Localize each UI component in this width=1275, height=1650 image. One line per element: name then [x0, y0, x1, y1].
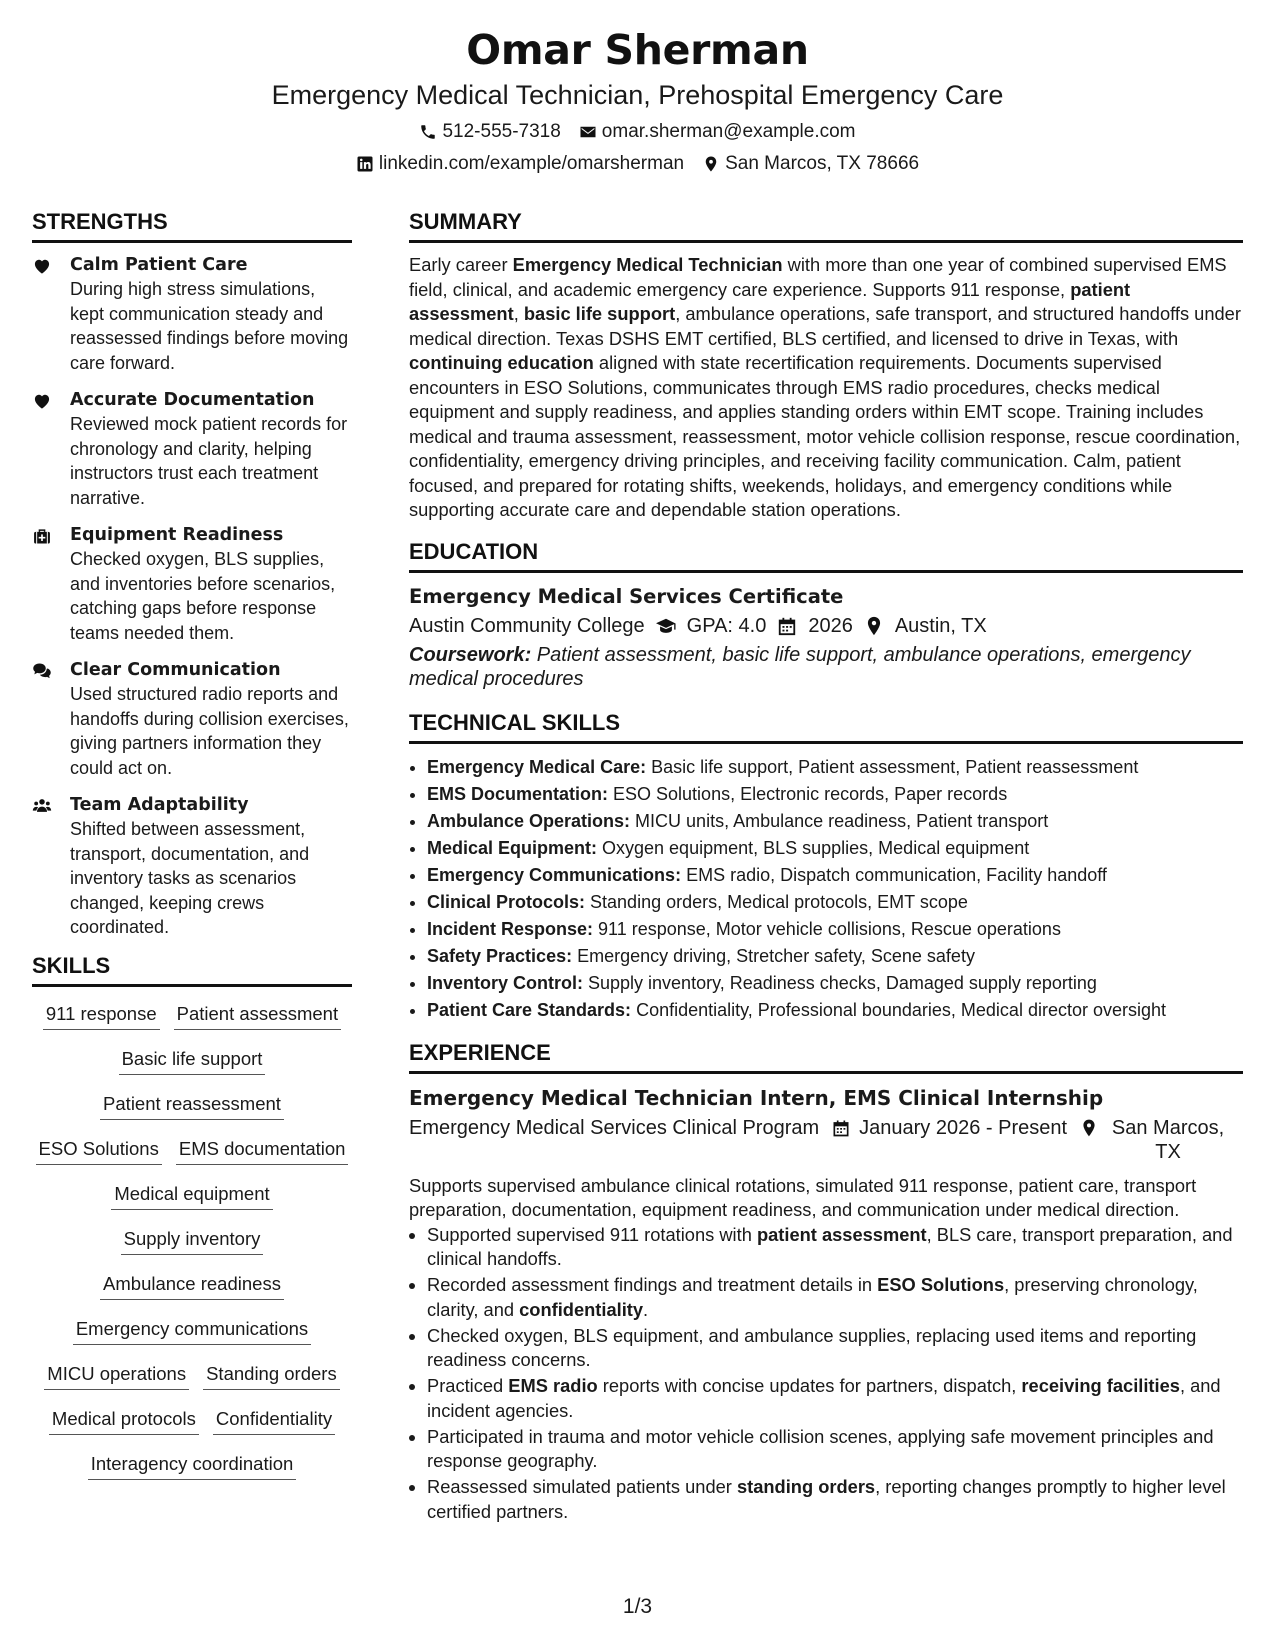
location-text: San Marcos, TX 78666 — [725, 153, 920, 174]
strength-description: Reviewed mock patient records for chronology and clarity, helping instructors trust each treatment narrative. — [70, 414, 348, 508]
envelope-icon — [579, 123, 597, 141]
list-item — [427, 889, 1243, 916]
skill-tag: Medical equipment — [111, 1181, 272, 1210]
coursework-text: Patient assessment, basic life support, ambulance operations, emergency medical procedures — [409, 643, 1191, 690]
summary-text-run: aligned with state recertification requirements. Documents supervised encounters in ESO Solutions, communicates through EMS radio procedures, checks medical equipment and supply readiness, and applies standing orders within EMT scope. Training includes medical and trauma assessment, reassessment, motor vehicle collision response, rescue coordination, confidentiality, emergency driving principles, and receiving facility communication. Calm, patient focused, and prepared for rotating shifts, weekends, holidays, and emergency conditions while supporting accurate care and dependable station operations. — [409, 352, 1241, 520]
heart-icon — [32, 388, 70, 510]
map-pin-icon — [702, 155, 720, 173]
map-pin-icon — [1079, 1118, 1099, 1138]
list-item — [427, 862, 1243, 889]
skill-tag: Patient reassessment — [100, 1091, 284, 1120]
location-contact — [702, 152, 919, 176]
strengths-heading: STRENGTHS — [32, 209, 352, 243]
bullet-text: , and incident agencies. — [427, 1375, 1221, 1421]
skill-values: Supply inventory, Readiness checks, Damaged supply reporting — [583, 972, 1097, 993]
list-item — [427, 781, 1243, 808]
summary-text-run: , ambulance operations, safe transport, and structured handoffs under medical direction. Texas DSHS EMT certified, BLS certified, and licensed to drive in Texas, with — [409, 303, 1241, 349]
bullet-keyword: ESO Solutions — [877, 1274, 1005, 1295]
strength-description: During high stress simulations, kept communication steady and reassessed findings before moving care forward. — [70, 279, 349, 373]
list-item — [427, 943, 1243, 970]
strength-title: Team Adaptability — [70, 795, 249, 815]
skill-tag: Confidentiality — [213, 1406, 335, 1435]
bullet-text: . — [643, 1298, 649, 1320]
skill-values: ESO Solutions, Electronic records, Paper records — [608, 783, 1008, 804]
coursework — [409, 643, 1243, 692]
degree-title: Emergency Medical Services Certificate — [409, 584, 844, 608]
medical-kit-icon — [32, 523, 70, 645]
list-item — [427, 970, 1243, 997]
technical-skills-list — [409, 754, 1243, 1024]
skill-values: Confidentiality, Professional boundaries, Medical director oversight — [631, 999, 1166, 1020]
strength-description: Shifted between assessment, transport, documentation, and inventory tasks as scenarios changed, keeping crews coordinated. — [70, 819, 310, 937]
page-number: 1/3 — [622, 1595, 653, 1618]
bullet-text: Supported supervised 911 rotations with — [427, 1223, 757, 1245]
skill-values: Basic life support, Patient assessment, Patient reassessment — [646, 756, 1139, 777]
list-item — [427, 1425, 1243, 1474]
linkedin-contact[interactable] — [356, 152, 684, 176]
strength-title: Accurate Documentation — [70, 390, 315, 410]
calendar-icon — [776, 616, 798, 636]
list-item — [427, 835, 1243, 862]
left-column — [32, 209, 352, 1496]
job-location-text: San Marcos, TX — [1111, 1116, 1225, 1163]
skill-tag: EMS documentation — [176, 1136, 349, 1165]
strength-item — [32, 388, 352, 510]
bullet-keyword: EMS radio — [508, 1375, 598, 1396]
bullet-keyword: patient assessment — [756, 1223, 927, 1245]
bullet-keyword: standing orders — [736, 1476, 876, 1497]
skills-heading: SKILLS — [32, 953, 352, 987]
bullet-text: Participated in trauma and motor vehicle collision scenes, applying safe movement principles and response geography. — [427, 1425, 1214, 1471]
job-location — [1079, 1116, 1229, 1164]
list-item — [427, 1475, 1243, 1524]
skill-tag: Standing orders — [203, 1361, 340, 1390]
technical-skills-heading: TECHNICAL SKILLS — [409, 710, 1243, 744]
summary-text-run: with more than one year of combined supervised EMS field, clinical, and academic emergency care experience. Supports 911 response, — [409, 254, 1227, 300]
bullet-keyword: confidentiality — [519, 1298, 644, 1320]
graduation-year: 2026 — [808, 614, 853, 637]
skill-category: Ambulance Operations: — [427, 810, 631, 831]
list-item — [427, 1273, 1243, 1322]
bullet-keyword: receiving facilities — [1021, 1375, 1180, 1396]
list-item — [427, 997, 1243, 1024]
skill-category: Emergency Medical Care: — [427, 756, 647, 777]
skill-tag: Medical protocols — [49, 1406, 199, 1435]
email-contact[interactable] — [579, 120, 856, 144]
skill-tag: ESO Solutions — [36, 1136, 162, 1165]
bullet-text: Recorded assessment findings and treatment details in — [427, 1274, 878, 1295]
experience-bullets — [409, 1223, 1243, 1525]
phone-icon — [419, 123, 437, 141]
school-name: Austin Community College — [409, 614, 645, 637]
right-column — [409, 209, 1243, 1526]
skill-category: Emergency Communications: — [427, 864, 682, 885]
users-icon — [32, 793, 70, 940]
email-text: omar.sherman@example.com — [601, 121, 856, 142]
job-dates-text: January 2026 - Present — [859, 1116, 1068, 1139]
skill-values: Oxygen equipment, BLS supplies, Medical equipment — [597, 837, 1030, 858]
skills-list — [32, 1001, 352, 1496]
skill-tag: Emergency communications — [73, 1316, 311, 1345]
summary-text-run: , — [513, 303, 524, 324]
skill-category: Inventory Control: — [427, 972, 583, 993]
education-heading: EDUCATION — [409, 539, 1243, 573]
phone-contact[interactable] — [419, 120, 560, 144]
skill-tag: Ambulance readiness — [100, 1271, 284, 1300]
strength-item — [32, 793, 352, 940]
gpa-text: GPA: 4.0 — [686, 614, 767, 637]
summary-keyword: basic life support — [523, 303, 676, 324]
phone-text: 512-555-7318 — [442, 121, 561, 142]
bullet-text: , reporting changes promptly to higher level certified partners. — [427, 1476, 1226, 1522]
skill-values: 911 response, Motor vehicle collisions, Rescue operations — [593, 918, 1061, 939]
skill-category: EMS Documentation: — [427, 783, 609, 804]
skill-category: Medical Equipment: — [427, 837, 598, 858]
list-item — [427, 1374, 1243, 1423]
skill-tag: MICU operations — [44, 1361, 189, 1390]
candidate-name: Omar Sherman — [466, 26, 809, 74]
job-meta — [409, 1116, 1243, 1164]
resume-header — [0, 22, 1275, 176]
list-item — [427, 916, 1243, 943]
linkedin-icon — [356, 155, 374, 173]
skill-values: Standing orders, Medical protocols, EMT scope — [585, 891, 968, 912]
bullet-text: , preserving chronology, clarity, and — [427, 1274, 1198, 1320]
strength-item — [32, 253, 352, 375]
skill-category: Clinical Protocols: — [427, 891, 586, 912]
skill-values: MICU units, Ambulance readiness, Patient transport — [630, 810, 1049, 831]
skill-category: Incident Response: — [427, 918, 594, 939]
summary-keyword: Emergency Medical Technician — [512, 254, 783, 275]
comments-icon — [32, 658, 70, 780]
strength-item — [32, 658, 352, 780]
strength-title: Clear Communication — [70, 660, 281, 680]
strengths-list — [32, 253, 352, 940]
job-description: Supports supervised ambulance clinical rotations, simulated 911 response, patient care, transport preparation, documentation, equipment readiness, and communication under medical direction. — [409, 1174, 1197, 1220]
strength-item — [32, 523, 352, 645]
heart-icon — [32, 253, 70, 375]
skill-tag: Patient assessment — [174, 1001, 341, 1030]
list-item — [427, 1324, 1243, 1373]
summary-text-run: Early career — [409, 254, 513, 275]
experience-heading: EXPERIENCE — [409, 1040, 1243, 1074]
skill-category: Patient Care Standards: — [427, 999, 632, 1020]
summary-heading: SUMMARY — [409, 209, 1243, 243]
list-item — [427, 1223, 1243, 1272]
strength-title: Calm Patient Care — [70, 255, 248, 275]
strength-description: Checked oxygen, BLS supplies, and inventories before scenarios, catching gaps before response teams needed them. — [70, 549, 336, 643]
skill-tag: 911 response — [43, 1001, 160, 1030]
skill-tag: Supply inventory — [121, 1226, 264, 1255]
education-meta — [409, 611, 1243, 641]
map-pin-icon — [863, 616, 885, 636]
summary-keyword: patient assessment — [409, 278, 1131, 324]
strength-description: Used structured radio reports and handoffs during collision exercises, giving partners information they could act on. — [70, 684, 349, 778]
skill-category: Safety Practices: — [427, 945, 573, 966]
summary-keyword: continuing education — [409, 352, 594, 373]
list-item — [427, 808, 1243, 835]
graduation-cap-icon — [655, 616, 677, 636]
summary-text — [409, 253, 1243, 523]
calendar-icon — [831, 1118, 851, 1138]
coursework-label: Coursework: — [409, 643, 532, 666]
bullet-text: Checked oxygen, BLS equipment, and ambulance supplies, replacing used items and reporting readiness concerns. — [427, 1324, 1197, 1370]
bullet-text: , BLS care, transport preparation, and clinical handoffs. — [427, 1223, 1233, 1269]
skill-tag: Basic life support — [119, 1046, 266, 1075]
bullet-text: reports with concise updates for partners, dispatch, — [597, 1375, 1022, 1396]
candidate-title: Emergency Medical Technician, Prehospital Emergency Care — [271, 80, 1004, 110]
strength-title: Equipment Readiness — [70, 525, 284, 545]
job-dates — [831, 1116, 1067, 1164]
school-location: Austin, TX — [894, 614, 987, 637]
bullet-text: Practiced — [427, 1375, 509, 1396]
organization-name: Emergency Medical Services Clinical Program — [409, 1116, 820, 1139]
bullet-text: Reassessed simulated patients under — [427, 1476, 737, 1497]
job-title: Emergency Medical Technician Intern, EMS Clinical Internship — [409, 1085, 1104, 1110]
skill-values: Emergency driving, Stretcher safety, Scene safety — [572, 945, 975, 966]
list-item — [427, 754, 1243, 781]
skill-tag: Interagency coordination — [88, 1451, 297, 1480]
skill-values: EMS radio, Dispatch communication, Facility handoff — [681, 864, 1107, 885]
linkedin-text: linkedin.com/example/omarsherman — [378, 153, 685, 174]
